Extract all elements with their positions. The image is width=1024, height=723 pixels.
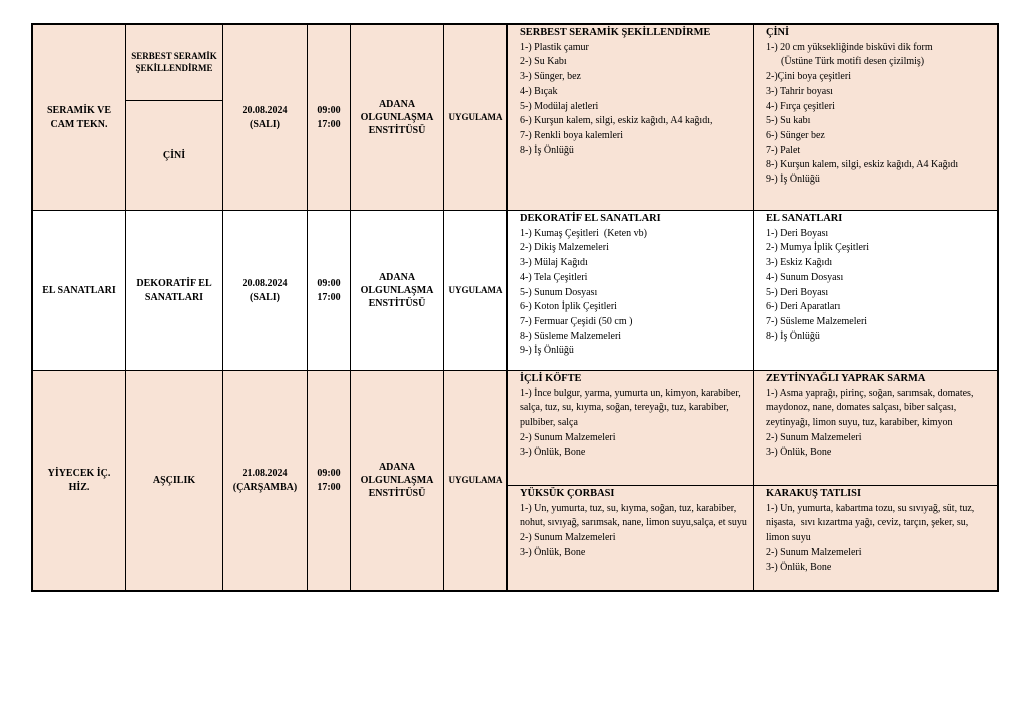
list-item: 9-) İş Önlüğü xyxy=(520,345,574,357)
list-item: 2-) Sunum Malzemeleri xyxy=(520,431,616,443)
row3-type: UYGULAMA xyxy=(443,370,508,591)
list-item: 8-) İş Önlüğü xyxy=(520,144,574,156)
row2-materials-left xyxy=(507,210,754,371)
row3-area: YİYECEK İÇ. HİZ. xyxy=(32,370,126,591)
list-item: 6-) Kurşun kalem, silgi, eskiz kağıdı, A4 kağıdı, xyxy=(520,115,713,127)
row2-type: UYGULAMA xyxy=(443,210,508,371)
row1-course-top: SERBEST SERAMİK ŞEKİLLENDİRME xyxy=(125,24,223,101)
list-item: 4-) Fırça çeşitleri xyxy=(766,100,835,112)
row3-date: 21.08.2024 (ÇARŞAMBA) xyxy=(222,370,308,591)
row1-course-bottom: ÇİNİ xyxy=(125,100,223,211)
list-item: 1-) İnce bulgur, yarma, yumurta un, kimyon, karabiber, salça, tuz, su, kıyma, soğan, tereyağı, tuz, karabiber, pulbiber, salça xyxy=(520,387,744,429)
row2-area: EL SANATLARI xyxy=(32,210,126,371)
list-item: 5-) Sunum Dosyası xyxy=(520,286,598,298)
row2-time: 09:00 17:00 xyxy=(307,210,351,371)
list-item: 7-) Palet xyxy=(766,144,801,156)
list-item: 5-) Deri Boyası xyxy=(766,286,829,298)
list-item: 1-) Deri Boyası xyxy=(766,227,829,239)
row1-type: UYGULAMA xyxy=(443,24,508,211)
block-title: İÇLİ KÖFTE xyxy=(520,373,582,384)
block-title: ZEYTİNYAĞLI YAPRAK SARMA xyxy=(766,373,926,384)
row3-place: ADANA OLGUNLAŞMA ENSTİTÜSÜ xyxy=(350,370,444,591)
list-item: 1-) Plastik çamur xyxy=(520,41,589,53)
list-item: 3-) Önlük, Bone xyxy=(766,446,832,458)
row1-time: 09:00 17:00 xyxy=(307,24,351,211)
list-item: 3-) Eskiz Kağıdı xyxy=(766,257,833,269)
list-item: (Üstüne Türk motifi desen çizilmiş) xyxy=(766,56,925,68)
row2-course: DEKORATİF EL SANATLARI xyxy=(125,210,223,371)
block-title: DEKORATİF EL SANATLARI xyxy=(520,213,661,224)
block-title: ÇİNİ xyxy=(766,27,790,38)
list-item: 2-) Sunum Malzemeleri xyxy=(520,532,616,544)
list-item: 1-) Asma yaprağı, pirinç, soğan, sarımsak, domates, maydonoz, nane, domates salçası, biber salçası, zeytinyağı, limon suyu, tuz, karabiber, kimyon xyxy=(766,387,976,429)
list-item: 4-) Sunum Dosyası xyxy=(766,271,844,283)
list-item: 3-) Tahrir boyası xyxy=(766,85,833,97)
row1-materials-right xyxy=(753,24,998,211)
list-item: 4-) Bıçak xyxy=(520,85,558,97)
block-title: SERBEST SERAMİK ŞEKİLLENDİRME xyxy=(520,27,711,38)
list-item: 2-) Su Kabı xyxy=(520,56,567,68)
list-item: 8-) Süsleme Malzemeleri xyxy=(520,330,622,342)
list-item: 8-) Kurşun kalem, silgi, eskiz kağıdı, A4 Kağıdı xyxy=(766,159,959,171)
list-item: 7-) Fermuar Çeşidi (50 cm ) xyxy=(520,315,633,327)
block-title: KARAKUŞ TATLISI xyxy=(766,488,861,499)
list-item: 3-) Önlük, Bone xyxy=(766,561,832,573)
list-item: 1-) 20 cm yüksekliğinde bisküvi dik form xyxy=(766,41,933,53)
row3-time: 09:00 17:00 xyxy=(307,370,351,591)
row3-materials-top-right xyxy=(753,370,998,486)
list-item: 1-) Kumaş Çeşitleri (Keten vb) xyxy=(520,227,647,239)
list-item: 5-) Su kabı xyxy=(766,115,811,127)
row2-date: 20.08.2024 (SALI) xyxy=(222,210,308,371)
list-item: 3-) Önlük, Bone xyxy=(520,546,586,558)
row1-area: SERAMİK VE CAM TEKN. xyxy=(32,24,126,211)
row2-materials-right xyxy=(753,210,998,371)
list-item: 7-) Renkli boya kalemleri xyxy=(520,129,624,141)
list-item: 6-) Koton İplik Çeşitleri xyxy=(520,301,617,313)
row3-materials-bottom-left xyxy=(507,485,754,591)
table-divider xyxy=(506,23,508,592)
list-item: 4-) Tela Çeşitleri xyxy=(520,271,588,283)
list-item: 8-) İş Önlüğü xyxy=(766,330,820,342)
list-item: 2-) Sunum Malzemeleri xyxy=(766,431,862,443)
row1-place: ADANA OLGUNLAŞMA ENSTİTÜSÜ xyxy=(350,24,444,211)
list-item: 5-) Modülaj aletleri xyxy=(520,100,599,112)
list-item: 2-) Sunum Malzemeleri xyxy=(766,546,862,558)
row1-materials-left xyxy=(507,24,754,211)
row3-materials-bottom-right xyxy=(753,485,998,591)
list-item: 7-) Süsleme Malzemeleri xyxy=(766,315,868,327)
list-item: 3-) Önlük, Bone xyxy=(520,446,586,458)
block-title: YÜKSÜK ÇORBASI xyxy=(520,488,615,499)
list-item: 3-) Sünger, bez xyxy=(520,71,581,83)
row3-course: AŞÇILIK xyxy=(125,370,223,591)
list-item: 2-) Mumya İplik Çeşitleri xyxy=(766,242,870,254)
list-item: 3-) Mülaj Kağıdı xyxy=(520,257,588,269)
list-item: 1-) Un, yumurta, kabartma tozu, su sıvıyağ, süt, tuz, nişasta, sıvı kızartma yağı, ceviz, tarçın, şeker, su, limon suyu xyxy=(766,502,977,544)
list-item: 2-) Dikiş Malzemeleri xyxy=(520,242,609,254)
row3-materials-top-left xyxy=(507,370,754,486)
list-item: 6-) Deri Aparatları xyxy=(766,301,841,313)
list-item: 1-) Un, yumurta, tuz, su, kıyma, soğan, tuz, karabiber, nohut, sıvıyağ, sarımsak, nane, limon suyu,salça, et suyu xyxy=(520,502,747,529)
block-title: EL SANATLARI xyxy=(766,213,843,224)
list-item: 6-) Sünger bez xyxy=(766,129,825,141)
row1-date: 20.08.2024 (SALI) xyxy=(222,24,308,211)
row2-place: ADANA OLGUNLAŞMA ENSTİTÜSÜ xyxy=(350,210,444,371)
list-item: 9-) İş Önlüğü xyxy=(766,174,820,186)
list-item: 2-)Çini boya çeşitleri xyxy=(766,71,851,83)
